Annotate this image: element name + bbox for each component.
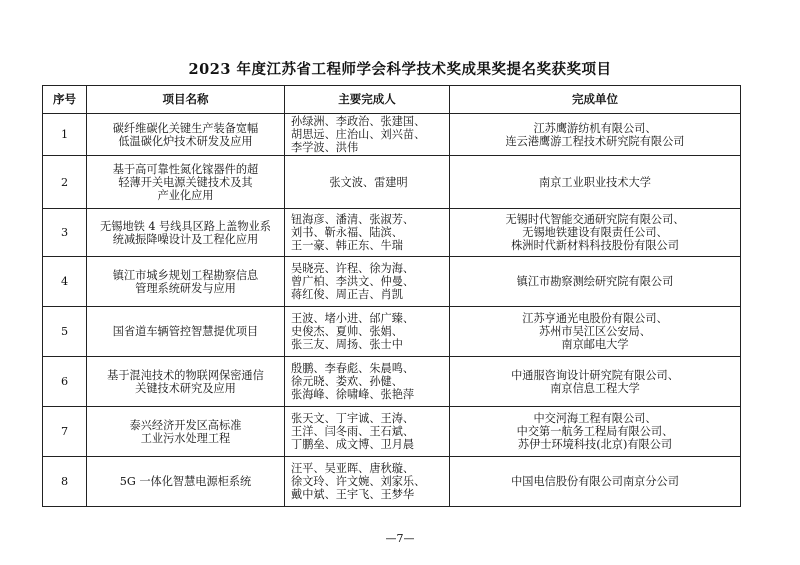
row-units: 江苏亨通光电股份有限公司、 苏州市吴江区公安局、 南京邮电大学 — [450, 307, 741, 357]
table-row — [43, 407, 741, 457]
table-row — [43, 307, 741, 357]
table-row — [43, 257, 741, 307]
table-row — [43, 209, 741, 257]
row-units: 中交河海工程有限公司、 中交第一航务工程局有限公司、 苏伊士环境科技(北京)有限公司 — [450, 407, 741, 457]
row-people: 殷鹏、李春彪、朱晨鸣、 徐元晓、娄欢、孙健、 张海峰、徐啸峰、张艳萍 — [285, 357, 450, 407]
row-no: 6 — [43, 357, 87, 407]
row-no: 8 — [43, 457, 87, 507]
row-no: 1 — [43, 114, 87, 156]
row-project: 无锡地铁 4 号线具区路上盖物业系 统减振降噪设计及工程化应用 — [87, 209, 285, 257]
table-header-row — [43, 86, 741, 114]
header-no: 序号 — [43, 86, 87, 114]
table-row — [43, 156, 741, 209]
row-people: 张文波、雷建明 — [285, 156, 450, 209]
row-units: 中国电信股份有限公司南京分公司 — [450, 457, 741, 507]
page-title: 2023 年度江苏省工程师学会科学技术奖成果奖提名奖获奖项目 — [188, 61, 612, 78]
row-project: 泰兴经济开发区高标准 工业污水处理工程 — [87, 407, 285, 457]
row-units: 中通服咨询设计研究院有限公司、 南京信息工程大学 — [450, 357, 741, 407]
header-project: 项目名称 — [87, 86, 285, 114]
row-project: 国省道车辆管控智慧提优项目 — [87, 307, 285, 357]
row-people: 吴晓亮、许程、徐为海、 曾广柏、李洪文、仲曼、 蒋红俊、周正吉、肖凯 — [285, 257, 450, 307]
row-project: 基于混沌技术的物联网保密通信 关键技术研究及应用 — [87, 357, 285, 407]
row-units: 南京工业职业技术大学 — [450, 156, 741, 209]
page-number: —7— — [385, 532, 415, 545]
row-units: 镇江市勘察测绘研究院有限公司 — [450, 257, 741, 307]
row-no: 2 — [43, 156, 87, 209]
row-no: 4 — [43, 257, 87, 307]
row-no: 3 — [43, 209, 87, 257]
row-project: 5G 一体化智慧电源柜系统 — [87, 457, 285, 507]
header-people: 主要完成人 — [285, 86, 450, 114]
row-no: 5 — [43, 307, 87, 357]
row-units: 江苏鹰游纺机有限公司、 连云港鹰游工程技术研究院有限公司 — [450, 114, 741, 156]
row-project: 碳纤维碳化关键生产装备宽幅 低温碳化炉技术研发及应用 — [87, 114, 285, 156]
row-project: 镇江市城乡规划工程勘察信息 管理系统研发与应用 — [87, 257, 285, 307]
row-people: 汪平、吴亚晖、唐秋璇、 徐文玲、许文婉、刘家乐、 戴中斌、王宇飞、王梦华 — [285, 457, 450, 507]
table-row — [43, 114, 741, 156]
header-units: 完成单位 — [450, 86, 741, 114]
row-project: 基于高可靠性氮化镓器件的超 轻薄开关电源关键技术及其 产业化应用 — [87, 156, 285, 209]
row-people: 王波、堵小进、邰广臻、 史俊杰、夏帅、张娟、 张三友、周扬、张士中 — [285, 307, 450, 357]
table-row — [43, 457, 741, 507]
row-units: 无锡时代智能交通研究院有限公司、 无锡地铁建设有限责任公司、 株洲时代新材料科技股份有限公司 — [450, 209, 741, 257]
row-no: 7 — [43, 407, 87, 457]
table-row — [43, 357, 741, 407]
row-people: 孙绿洲、李政治、张建国、 胡思远、庄治山、刘兴苗、 李学波、洪伟 — [285, 114, 450, 156]
row-people: 张天文、丁宇诚、王涛、 王洋、闫冬雨、王石斌、 丁鹏垒、成文博、卫月晨 — [285, 407, 450, 457]
awards-table — [42, 85, 741, 507]
row-people: 钮海彦、潘清、张淑芳、 刘书、靳永福、陆滨、 王一豪、韩正东、牛瑞 — [285, 209, 450, 257]
